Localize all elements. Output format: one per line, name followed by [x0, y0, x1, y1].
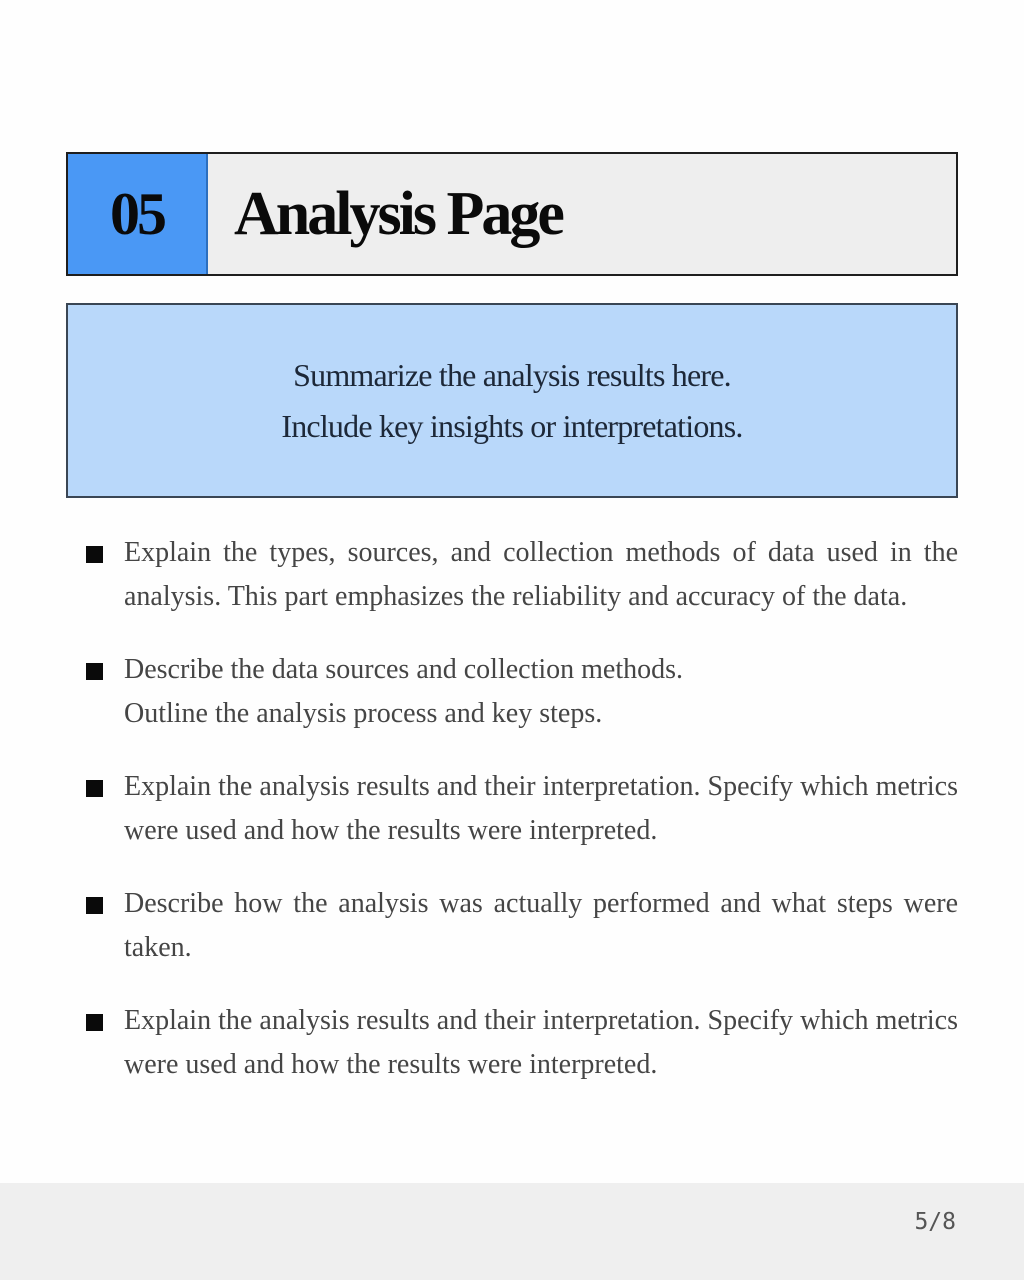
summary-line: Summarize the analysis results here. [293, 356, 731, 393]
page-title: Analysis Page [234, 179, 562, 248]
page-number: 5/8 [914, 1209, 956, 1235]
list-item-text: Explain the analysis results and their interpretation. Specify which metrics were used and how the results were interpreted. [124, 1005, 958, 1080]
section-header [66, 152, 958, 276]
summary-box [66, 303, 958, 498]
bullet-list [84, 531, 958, 1116]
list-item [84, 999, 958, 1087]
list-item-text: Explain the analysis results and their interpretation. Specify which metrics were used and how the results were interpreted. [124, 771, 958, 846]
list-item-text: Outline the analysis process and key steps. [124, 698, 603, 729]
square-bullet-icon [86, 897, 103, 914]
square-bullet-icon [86, 1014, 103, 1031]
square-bullet-icon [86, 546, 103, 563]
list-item [84, 531, 958, 619]
list-item-text: Explain the types, sources, and collection methods of data used in the analysis. This part emphasizes the reliability and accuracy of the data. [124, 537, 958, 612]
list-item-text: Describe the data sources and collection methods. [124, 654, 684, 685]
summary-line: Include key insights or interpretations. [281, 407, 743, 444]
list-item [84, 648, 958, 736]
square-bullet-icon [86, 780, 103, 797]
list-item [84, 882, 958, 970]
square-bullet-icon [86, 663, 103, 680]
list-item-text: Describe how the analysis was actually performed and what steps were taken. [124, 888, 958, 963]
list-item [84, 765, 958, 853]
footer-bar [0, 1183, 1024, 1280]
section-number: 05 [68, 154, 208, 274]
